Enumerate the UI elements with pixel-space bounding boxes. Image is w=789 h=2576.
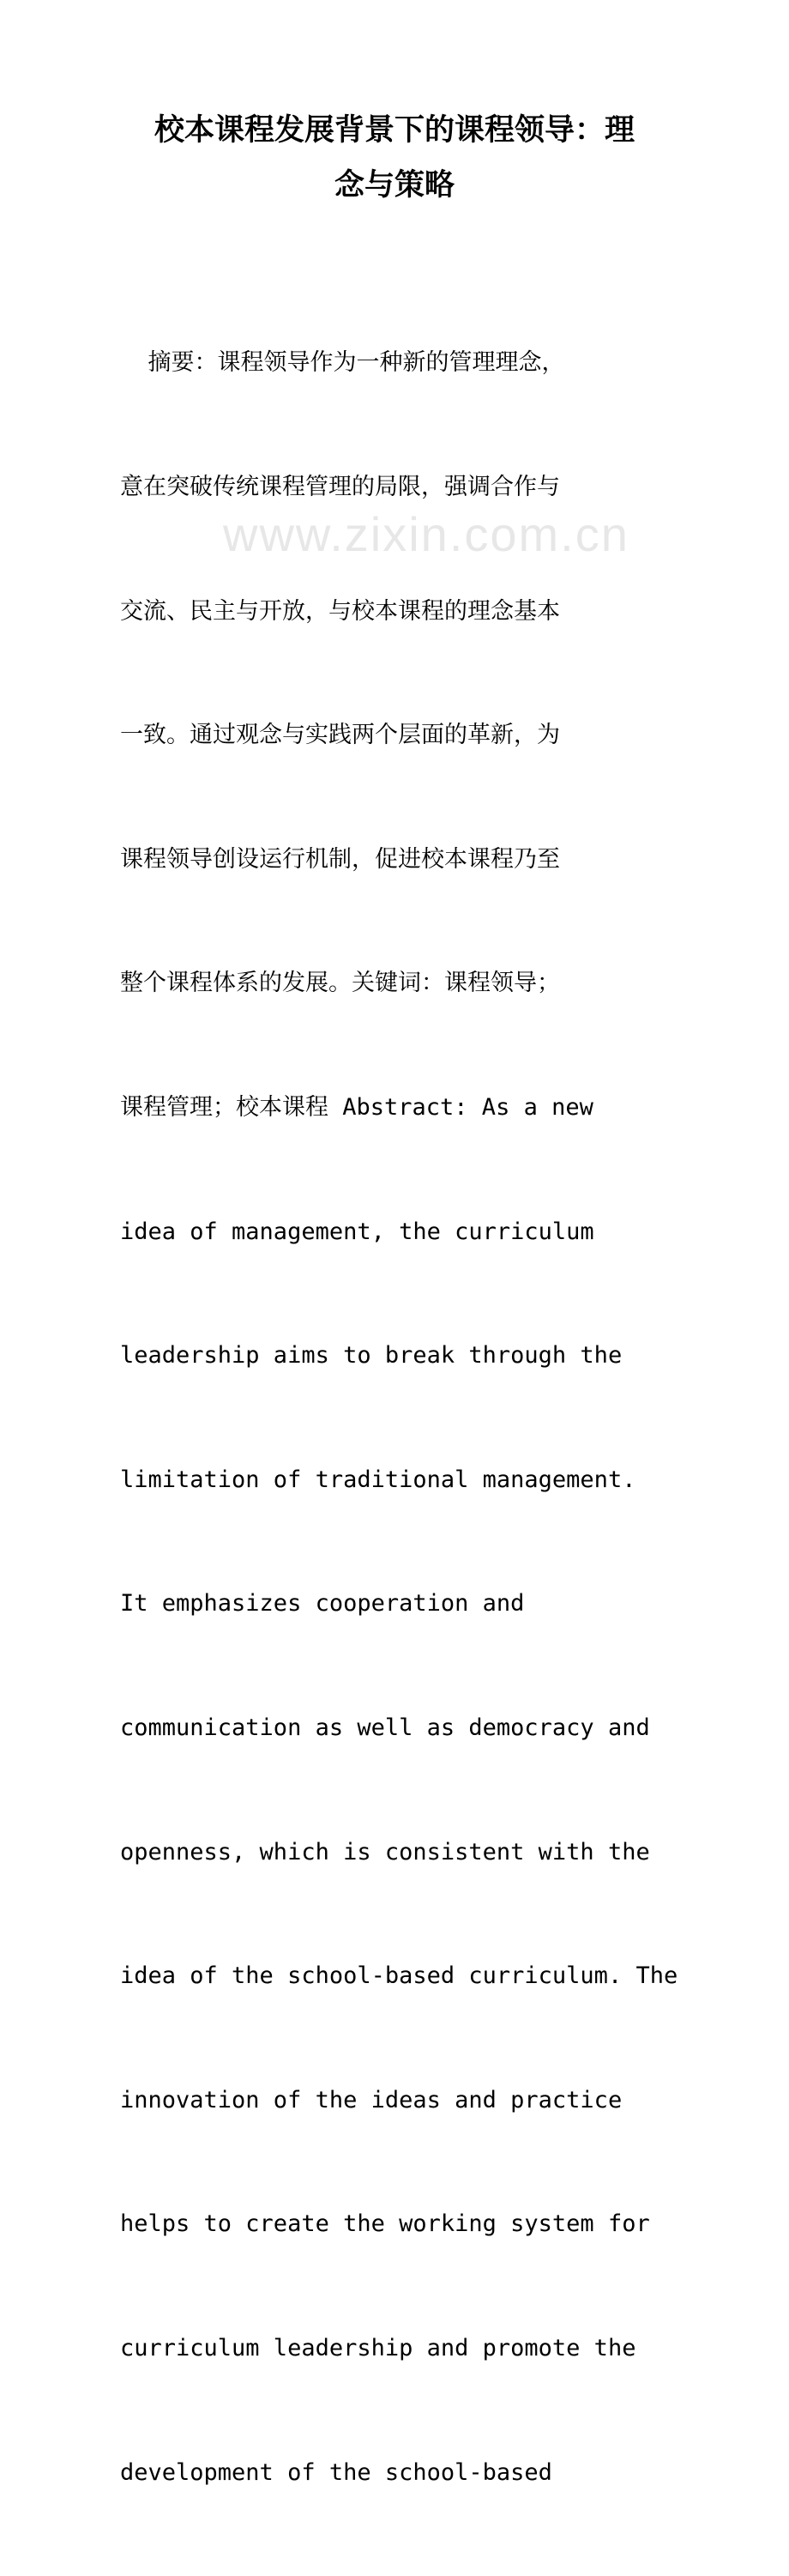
body-line: 意在突破传统课程管理的局限，强调合作与	[120, 474, 560, 500]
body-line: curriculum leadership and promote the	[120, 2334, 636, 2361]
body-line: helps to create the working system for	[120, 2210, 650, 2238]
watermark: www.zixin.com.cn	[223, 507, 629, 561]
body-line: development of the school-based	[120, 2458, 552, 2486]
body-line: 摘要：课程领导作为一种新的管理理念，	[120, 349, 565, 377]
document-body	[120, 260, 678, 2576]
body-line: 课程领导创设运行机制，促进校本课程乃至	[120, 845, 560, 873]
body-line: It emphasizes cooperation and	[120, 1590, 525, 1618]
body-line: openness, which is consistent with the	[120, 1838, 650, 1865]
body-line: limitation of traditional management.	[120, 1466, 636, 1493]
body-line: communication as well as democracy and	[120, 1714, 650, 1741]
body-line: idea of the school-based curriculum. The	[120, 1962, 678, 1990]
title-line-2: 念与策略	[334, 168, 455, 203]
body-line: idea of management, the curriculum	[120, 1218, 594, 1245]
body-line: 一致。通过观念与实践两个层面的革新，为	[120, 722, 560, 749]
document-title	[111, 103, 678, 213]
body-line: 交流、民主与开放，与校本课程的理念基本	[120, 597, 560, 625]
body-line: leadership aims to break through the	[120, 1342, 623, 1370]
body-line: 课程管理；校本课程 Abstract: As a new	[120, 1093, 593, 1121]
body-line: innovation of the ideas and practice	[120, 2086, 623, 2113]
title-line-1: 校本课程发展背景下的课程领导：理	[154, 113, 635, 148]
body-line: 整个课程体系的发展。关键词：课程领导；	[120, 970, 560, 997]
